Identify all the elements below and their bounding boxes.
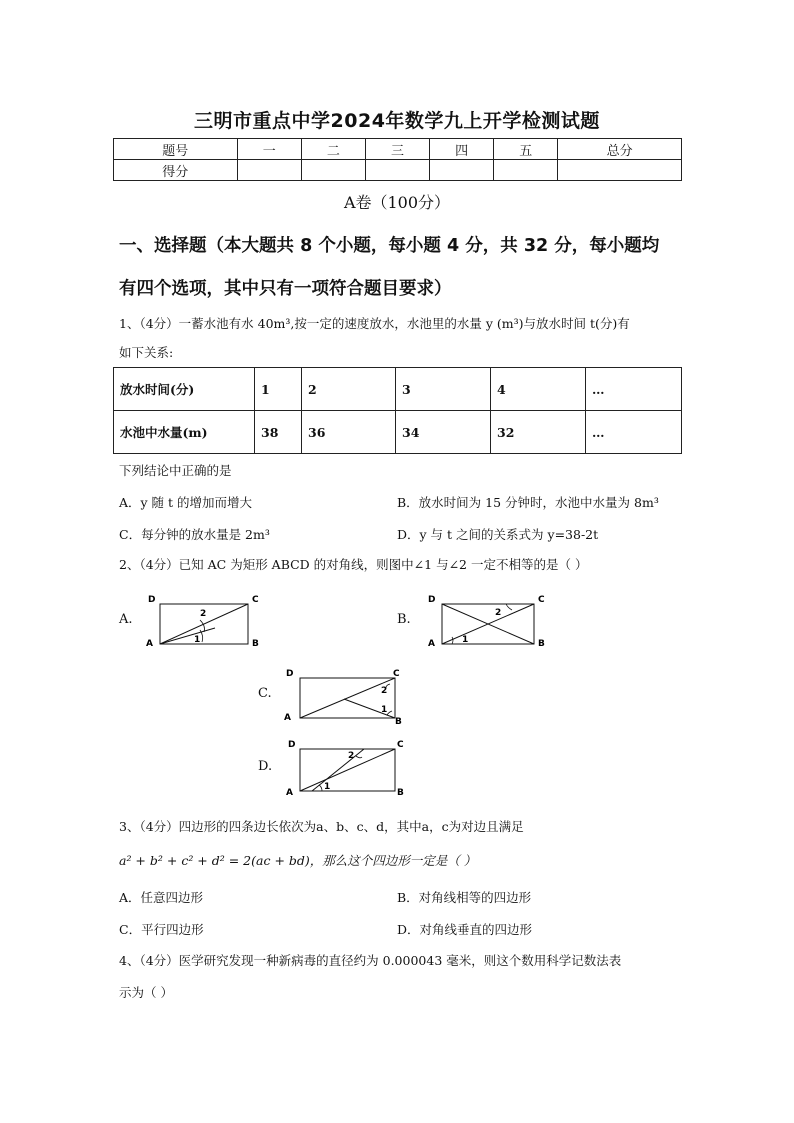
q3-option-b: B．对角线相等的四边形: [397, 890, 532, 905]
vertex-label-d: D: [148, 595, 156, 605]
q3-option-c: C．平行四边形: [119, 922, 204, 937]
vertex-label-d: D: [288, 740, 296, 750]
table-cell: 34: [396, 411, 491, 454]
angle-label-2: 2: [495, 608, 502, 618]
section-heading: A卷（100分）: [343, 193, 451, 212]
q1-option-d: D．y 与 t 之间的关系式为 y=38-2t: [397, 527, 599, 542]
angle-label-2: 2: [200, 609, 207, 619]
score-header-cell: 五: [494, 139, 558, 160]
score-header-cell: 一: [237, 139, 301, 160]
figure-c: [282, 664, 412, 726]
vertex-label-d: D: [286, 669, 294, 679]
table-cell: 3: [396, 368, 491, 411]
q1-text-line2: 如下关系:: [119, 345, 174, 360]
angle-arc: [319, 785, 322, 791]
q3-option-a: A．任意四边形: [119, 890, 204, 905]
vertex-label-a: A: [428, 639, 435, 649]
q1-option-c: C．每分钟的放水量是 2m³: [119, 527, 270, 542]
table-cell: 32: [491, 411, 586, 454]
vertex-label-b: B: [252, 639, 259, 649]
part-heading-line1: 一、选择题（本大题共 8 个小题，每小题 4 分，共 32 分，每小题均: [119, 236, 660, 256]
angle-label-1: 1: [462, 635, 469, 645]
vertex-label-d: D: [428, 595, 436, 605]
table-cell: 1: [255, 368, 302, 411]
score-cell: [430, 160, 494, 181]
table-cell: 36: [302, 411, 396, 454]
angle-label-1: 1: [194, 635, 201, 645]
table-cell: 放水时间(分): [114, 368, 255, 411]
score-cell: [237, 160, 301, 181]
score-header-cell: 四: [430, 139, 494, 160]
score-header-cell: 二: [301, 139, 365, 160]
angle-label-1: 1: [381, 705, 388, 715]
vertex-label-b: B: [395, 717, 402, 726]
vertex-label-b: B: [397, 788, 404, 798]
score-table: [113, 138, 682, 181]
score-row-label: 得分: [114, 160, 238, 181]
part-heading-line2: 有四个选项，其中只有一项符合题目要求）: [119, 279, 452, 299]
q3-formula: a² + b² + c² + d² = 2(ac + bd)，那么这个四边形一定是（ ）: [119, 853, 477, 868]
angle-arc: [452, 637, 453, 644]
table-cell: …: [586, 411, 682, 454]
vertex-label-a: A: [286, 788, 293, 798]
vertex-label-a: A: [146, 639, 153, 649]
table-cell: 水池中水量(m): [114, 411, 255, 454]
table-cell: 38: [255, 411, 302, 454]
q2-option-label-b: B.: [397, 612, 411, 627]
q1-data-table: [113, 367, 682, 454]
vertex-label-a: A: [284, 713, 291, 723]
q1-prompt: 下列结论中正确的是: [119, 463, 232, 478]
angle-label-2: 2: [348, 751, 355, 761]
page-title: 三明市重点中学2024年数学九上开学检测试题: [194, 110, 600, 132]
vertex-label-b: B: [538, 639, 545, 649]
figure-b: [422, 590, 552, 652]
q2-option-label-c: C.: [258, 686, 272, 701]
q2-text: 2、（4分）已知 AC 为矩形 ABCD 的对角线，则图中∠1 与∠2 一定不相等的是（ ）: [119, 557, 588, 572]
vertex-label-c: C: [538, 595, 545, 605]
q3-text: 3、（4分）四边形的四条边长依次为a、b、c、d，其中a，c为对边且满足: [119, 819, 524, 834]
figure-a: [140, 590, 270, 652]
table-cell: 2: [302, 368, 396, 411]
table-cell: 4: [491, 368, 586, 411]
q2-option-label-a: A.: [119, 612, 133, 627]
q2-option-label-d: D.: [258, 759, 273, 774]
figure-d: [282, 737, 412, 799]
angle-arc: [506, 604, 512, 610]
table-cell: …: [586, 368, 682, 411]
q4-text-line2: 示为（ ）: [119, 985, 173, 1000]
angle-arc: [356, 756, 362, 758]
q3-option-d: D．对角线垂直的四边形: [397, 922, 533, 937]
score-cell: [365, 160, 429, 181]
score-header-cell: 题号: [114, 139, 238, 160]
q1-option-b: B．放水时间为 15 分钟时，水池中水量为 8m³: [397, 495, 659, 510]
score-cell: [301, 160, 365, 181]
q4-text-line1: 4、（4分）医学研究发现一种新病毒的直径约为 0.000043 毫米，则这个数用科学记数法表: [119, 953, 622, 968]
score-cell: [558, 160, 682, 181]
score-header-cell: 总分: [558, 139, 682, 160]
segment-line: [160, 628, 215, 644]
q1-text-line1: 1、（4分）一蓄水池有水 40m³,按一定的速度放水，水池里的水量 y (m³)与放水时间 t(分)有: [119, 316, 630, 331]
score-cell: [494, 160, 558, 181]
angle-label-2: 2: [381, 686, 388, 696]
segment-line: [312, 749, 364, 791]
q1-option-a: A．y 随 t 的增加而增大: [119, 495, 253, 510]
score-header-cell: 三: [365, 139, 429, 160]
vertex-label-c: C: [252, 595, 259, 605]
vertex-label-c: C: [397, 740, 404, 750]
angle-label-1: 1: [324, 782, 331, 792]
vertex-label-c: C: [393, 669, 400, 679]
angle-arc: [387, 711, 392, 715]
